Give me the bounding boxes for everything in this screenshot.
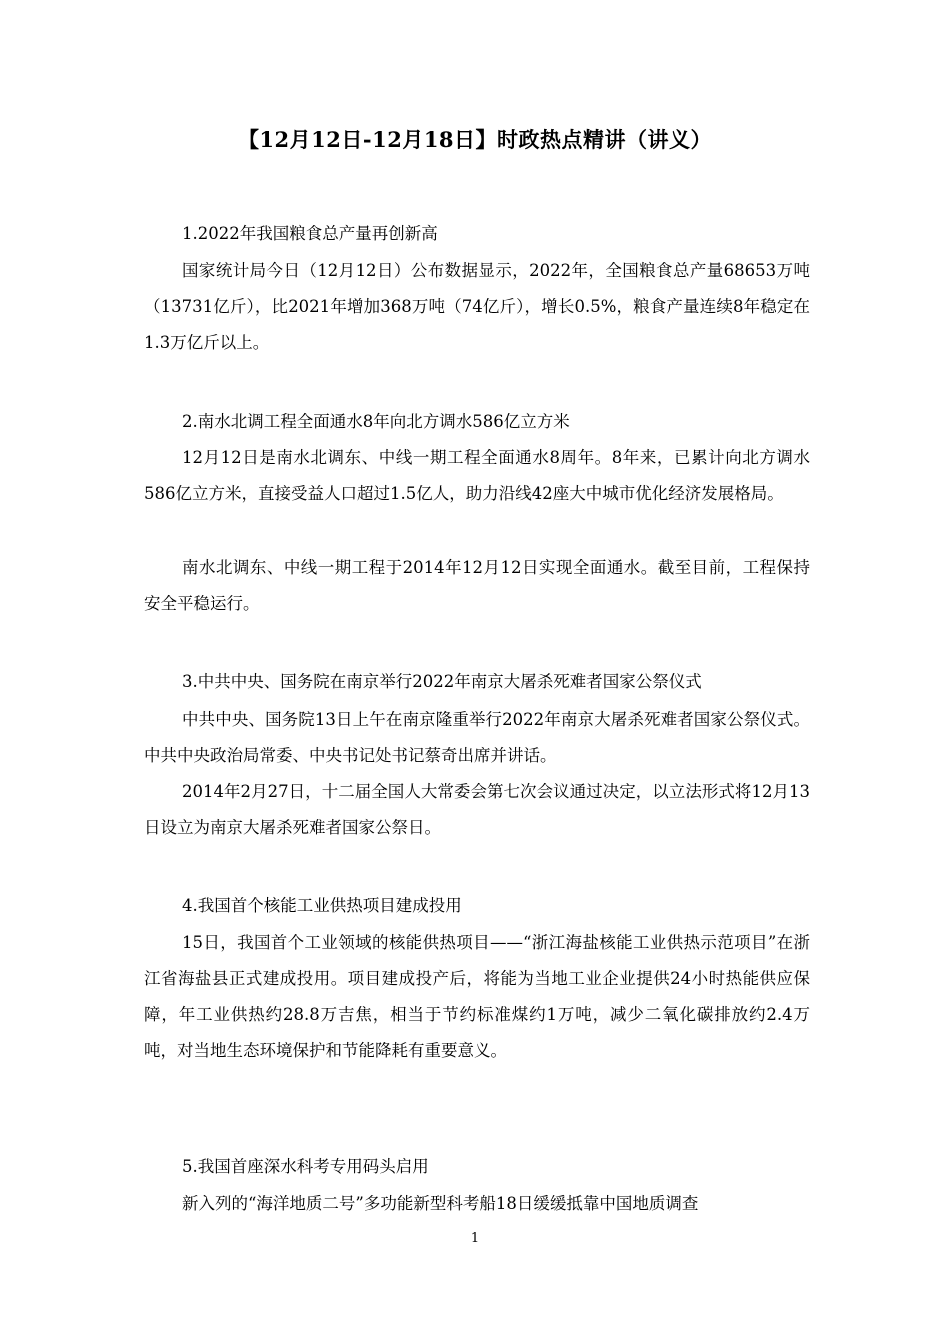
section-4-paragraph-1: 15日，我国首个工业领域的核能供热项目——“浙江海盐核能工业供热示范项目”在浙江省海盐县正式建成投用。项目建成投产后，将能为当地工业企业提供24小时热能供应保障，年工业供热约28.8万吉焦，相当于节约标准煤约1万吨，减少二氧化碳排放约2.4万吨，对当地生态环境保护和节能降耗有重要意义。 — [144, 933, 810, 1060]
page-title: 【12月12日-12月18日】时政热点精讲（讲义） — [237, 127, 713, 152]
section-5-paragraph-1: 新入列的“海洋地质二号”多功能新型科考船18日缓缓抵靠中国地质调查 — [182, 1194, 699, 1213]
section-1-paragraph-1: 国家统计局今日（12月12日）公布数据显示，2022年，全国粮食总产量68653万吨（13731亿斤），比2021年增加368万吨（74亿斤），增长0.5%，粮食产量连续8年稳定在1.3万亿斤以上。 — [144, 261, 810, 352]
section-heading-4: 4.我国首个核能工业供热项目建成投用 — [182, 896, 462, 915]
section-2-paragraph-2: 南水北调东、中线一期工程于2014年12月12日实现全面通水。截至目前，工程保持安全平稳运行。 — [144, 558, 810, 613]
section-3-paragraph-2: 2014年2月27日，十二届全国人大常委会第七次会议通过决定，以立法形式将12月13日设立为南京大屠杀死难者国家公祭日。 — [144, 782, 810, 837]
section-heading-3: 3.中共中央、国务院在南京举行2022年南京大屠杀死难者国家公祭仪式 — [182, 672, 702, 691]
section-heading-5: 5.我国首座深水科考专用码头启用 — [182, 1157, 429, 1176]
section-2-paragraph-1: 12月12日是南水北调东、中线一期工程全面通水8周年。8年来，已累计向北方调水586亿立方米，直接受益人口超过1.5亿人，助力沿线42座大中城市优化经济发展格局。 — [144, 448, 810, 503]
section-heading-2: 2.南水北调工程全面通水8年向北方调水586亿立方米 — [182, 412, 570, 431]
section-3-paragraph-1: 中共中央、国务院13日上午在南京隆重举行2022年南京大屠杀死难者国家公祭仪式。中共中央政治局常委、中央书记处书记蔡奇出席并讲话。 — [144, 710, 810, 765]
page-number: 1 — [470, 1231, 480, 1246]
section-heading-1: 1.2022年我国粮食总产量再创新高 — [182, 224, 438, 243]
